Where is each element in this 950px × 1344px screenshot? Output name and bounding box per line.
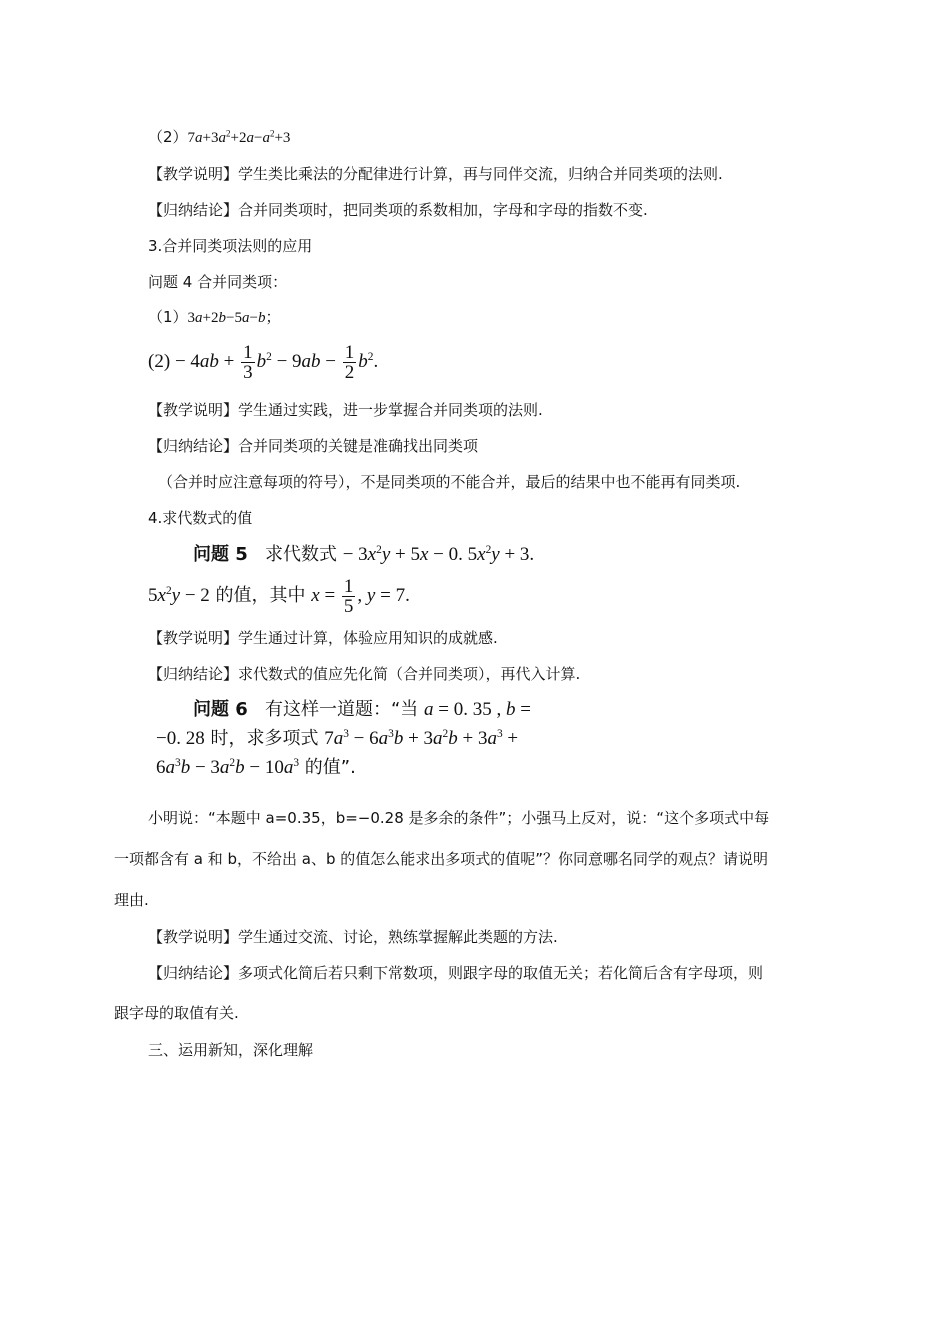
item-label: （1） xyxy=(148,308,188,326)
expression: $5x^2y - 2$ xyxy=(148,585,210,606)
problem-5-label: 问题 5 xyxy=(193,544,248,565)
problem-6-text-3: 的值”. xyxy=(304,757,356,778)
values: a = 0. 35 , b = xyxy=(424,699,531,720)
teaching-note-3: 【教学说明】学生通过计算，体验应用知识的成就感. xyxy=(148,629,498,647)
problem-6-label: 问题 6 xyxy=(193,699,248,720)
expression: $7a+3a^2+2a-a^2+3$ xyxy=(187,128,291,146)
section-heading-4: 4.求代数式的值 xyxy=(148,509,253,527)
expression: $6a^3b - 3a^2b - 10a^3$ xyxy=(156,757,300,778)
conclusion-1: 【归纳结论】合并同类项时，把同类项的系数相加，字母和字母的指数不变. xyxy=(148,201,648,219)
expression: − $3x^2y + 5x - 0$. $5x^2y + 3$. xyxy=(342,544,535,565)
item-label: （2） xyxy=(148,128,188,146)
expression: 3a+2b−5a−b； xyxy=(187,310,281,326)
problem-6-line-3 xyxy=(156,756,356,780)
discussion-line-1: 小明说：“本题中 a=0.35，b=−0.28 是多余的条件”；小强马上反对，说：“这个多项式中每 xyxy=(148,809,770,827)
problem-4-title: 问题 4 合并同类项： xyxy=(148,273,288,291)
problem-6-text: 有这样一道题：“当 xyxy=(264,699,419,720)
teaching-note-1: 【教学说明】学生类比乘法的分配律进行计算，再与同伴交流，归纳合并同类项的法则. xyxy=(148,165,723,183)
conclusion-2: 【归纳结论】合并同类项的关键是准确找出同类项 xyxy=(148,437,479,455)
section-heading-3: 3.合并同类项法则的应用 xyxy=(148,237,313,255)
expression: − 4ab + $\frac{1}{3}$ $b^2 - 9ab$ − $\frac{1}{2}$ $b^2$. xyxy=(174,342,379,384)
problem-5-text: 求代数式 xyxy=(264,544,337,565)
problem-5-line-1 xyxy=(193,543,534,567)
expression: $7a^3 - 6a^3b + 3a^2b + 3a^3$ + xyxy=(324,728,519,749)
conclusion-4: 【归纳结论】多项式化简后若只剩下常数项，则跟字母的取值无关；若化简后含有字母项，则 xyxy=(148,964,764,982)
teaching-note-4: 【教学说明】学生通过交流、讨论，熟练掌握解此类题的方法. xyxy=(148,928,558,946)
problem-4-item-1 xyxy=(148,307,280,328)
exercise-2-line xyxy=(148,127,290,148)
problem-6-text-2: 时，求多项式 xyxy=(210,728,319,749)
discussion-line-2: 一项都含有 a 和 b，不给出 a、b 的值怎么能求出多项式的值呢”？你同意哪名同学的观点？请说明 xyxy=(114,850,769,868)
item-label: (2) xyxy=(148,351,171,372)
teaching-note-2: 【教学说明】学生通过实践，进一步掌握合并同类项的法则. xyxy=(148,401,543,419)
conclusion-2-continued: （合并时应注意每项的符号），不是同类项的不能合并，最后的结果中也不能再有同类项. xyxy=(158,473,741,491)
conclusion-3: 【归纳结论】求代数式的值应先化简（合并同类项），再代入计算. xyxy=(148,665,581,683)
problem-6-line-2: −0. 28 时，求多项式 $7a^3 - 6a^3b + 3a^2b + 3a^3$ + xyxy=(156,728,519,749)
problem-6-line-1 xyxy=(193,698,531,722)
discussion-line-3: 理由. xyxy=(114,891,149,909)
problem-5-condition: 的值，其中 xyxy=(215,585,306,606)
problem-5-line-2 xyxy=(148,576,410,616)
section-heading-three: 三、运用新知，深化理解 xyxy=(148,1041,314,1059)
conclusion-4-continued: 跟字母的取值有关. xyxy=(114,1004,239,1022)
problem-4-item-2 xyxy=(148,340,378,384)
values: x = $\frac{1}{5}$ , y = 7. xyxy=(311,576,410,618)
